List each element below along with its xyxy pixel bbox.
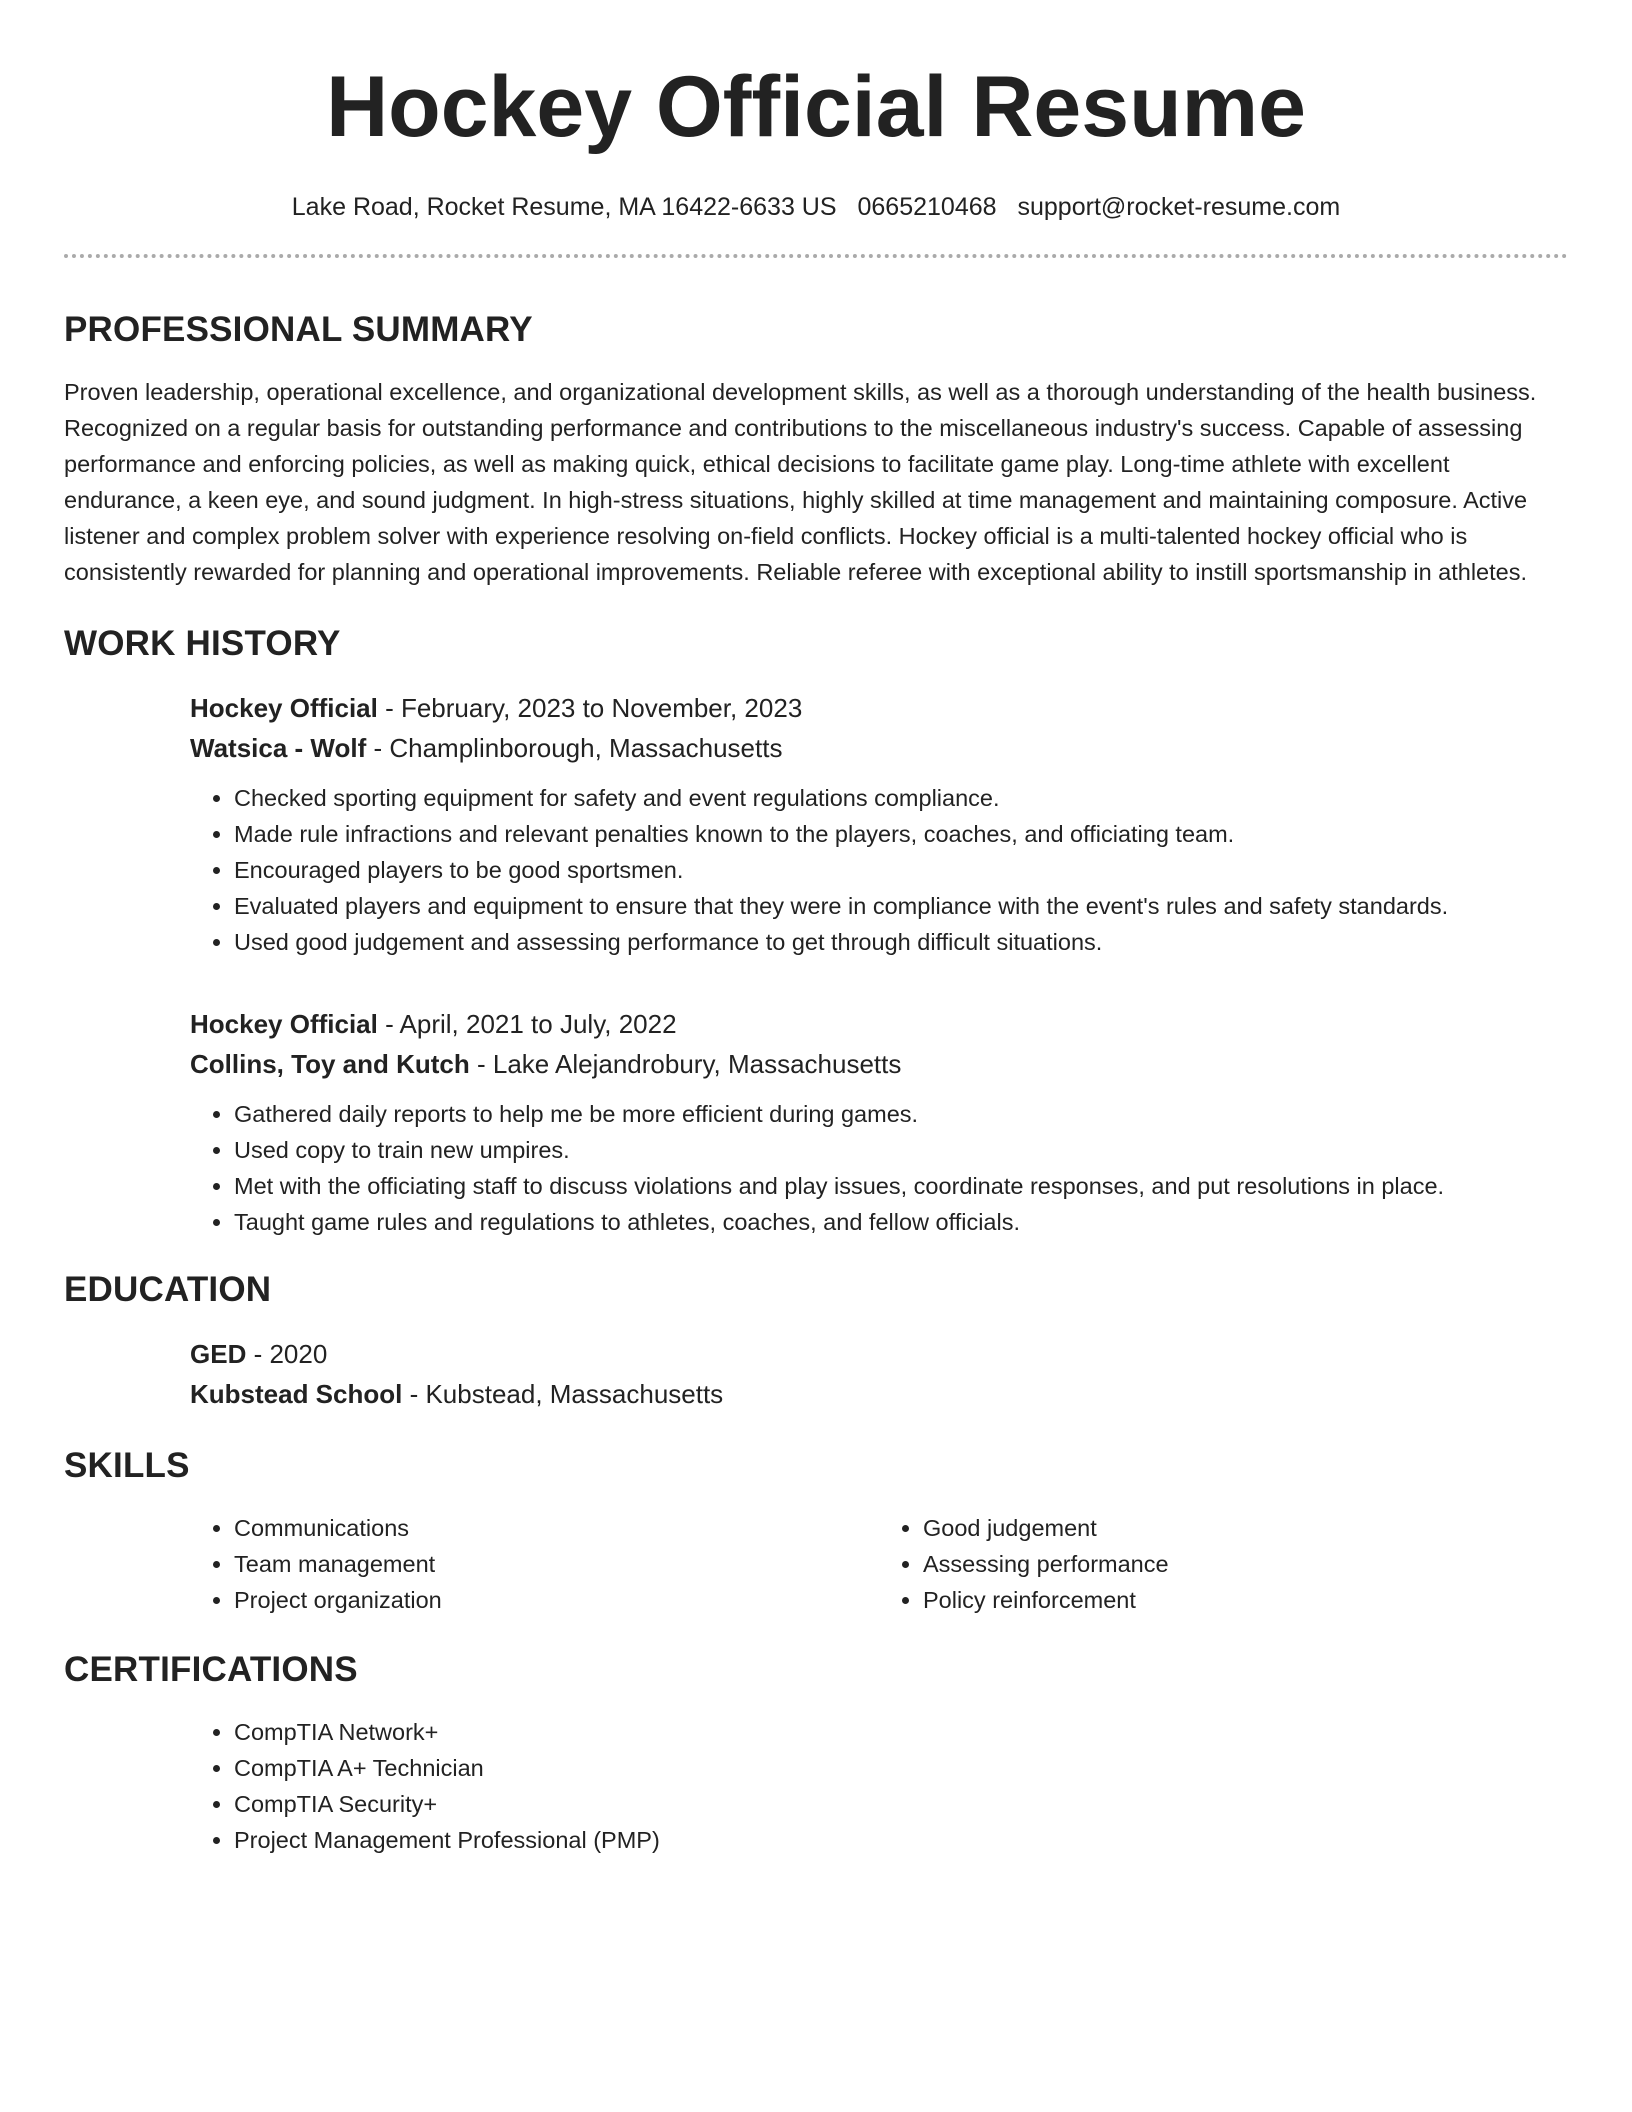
job-title-line (190, 688, 1568, 728)
job-company-line (190, 728, 1568, 768)
degree-year: - 2020 (246, 1339, 328, 1369)
school-name: Kubstead School (190, 1379, 403, 1409)
job-company: Collins, Toy and Kutch (190, 1049, 470, 1079)
job-location: - Champlinborough, Massachusetts (366, 733, 783, 763)
skills-grid (190, 1510, 1568, 1618)
list-item: • Taught game rules and regulations to athletes, coaches, and fellow officials. (234, 1204, 1568, 1240)
job-company: Watsica - Wolf (190, 733, 367, 763)
contact-email: support@rocket-resume.com (1017, 193, 1341, 221)
contact-address: Lake Road, Rocket Resume, MA 16422-6633 US (291, 193, 837, 221)
list-item: • Checked sporting equipment for safety and event regulations compliance. (234, 780, 1568, 816)
summary-text: Proven leadership, operational excellence, and organizational development skills, as well as a thorough understanding of the health business. Recognized on a regular basis for outstanding performance and contributions to the miscellaneous industry's success. Capable of assessing performance and enforcing policies, as well as making quick, ethical decisions to facilitate game play. Long-time athlete with excellent endurance, a keen eye, and sound judgment. In high-stress situations, highly skilled at time management and maintaining composure. Active listener and complex problem solver with experience resolving on-field conflicts. Hockey official is a multi-talented hockey official who is consistently rewarded for planning and operational improvements. Reliable referee with exceptional ability to instill sportsmanship in athletes. (64, 379, 1537, 585)
job-title: Hockey Official (190, 693, 378, 723)
list-item: • Project Management Professional (PMP) (234, 1822, 1568, 1858)
certifications-section (64, 1648, 1568, 1858)
job-entry (190, 1004, 1568, 1240)
job-dates: - April, 2021 to July, 2022 (377, 1009, 677, 1039)
list-item: • Gathered daily reports to help me be more efficient during games. (234, 1096, 1568, 1132)
education-entry (190, 1334, 1568, 1414)
skills-section (64, 1444, 1568, 1618)
education-heading: EDUCATION (64, 1270, 272, 1309)
list-item: • Project organization (234, 1582, 879, 1618)
skills-heading: SKILLS (64, 1446, 190, 1485)
certifications-list (190, 1714, 1568, 1858)
job-duties (190, 780, 1568, 960)
header-divider (64, 254, 1568, 258)
work-history-heading: WORK HISTORY (64, 624, 341, 663)
list-item: • Good judgement (923, 1510, 1568, 1546)
work-history-section (64, 622, 1568, 1240)
list-item: • Assessing performance (923, 1546, 1568, 1582)
degree-line (190, 1334, 1568, 1374)
list-item: • Evaluated players and equipment to ensure that they were in compliance with the event's rules and safety standards. (234, 888, 1568, 924)
skills-column-1 (190, 1510, 879, 1618)
list-item: • Used good judgement and assessing performance to get through difficult situations. (234, 924, 1568, 960)
list-item: • Team management (234, 1546, 879, 1582)
contact-line (64, 190, 1568, 224)
school-line (190, 1374, 1568, 1414)
degree: GED (190, 1339, 247, 1369)
list-item: • Communications (234, 1510, 879, 1546)
list-item: • Made rule infractions and relevant penalties known to the players, coaches, and officiating team. (234, 816, 1568, 852)
job-location: - Lake Alejandrobury, Massachusetts (469, 1049, 902, 1079)
job-company-line (190, 1044, 1568, 1084)
job-duties (190, 1096, 1568, 1240)
job-title: Hockey Official (190, 1009, 378, 1039)
resume-title: Hockey Official Resume (326, 59, 1306, 155)
summary-heading: PROFESSIONAL SUMMARY (64, 310, 533, 349)
school-location: - Kubstead, Massachusetts (402, 1379, 724, 1409)
job-entry (190, 688, 1568, 960)
list-item: • Policy reinforcement (923, 1582, 1568, 1618)
job-title-line (190, 1004, 1568, 1044)
list-item: • Used copy to train new umpires. (234, 1132, 1568, 1168)
list-item: • CompTIA A+ Technician (234, 1750, 1568, 1786)
contact-phone: 0665210468 (857, 193, 997, 221)
list-item: • Encouraged players to be good sportsmen. (234, 852, 1568, 888)
list-item: • CompTIA Network+ (234, 1714, 1568, 1750)
list-item: • Met with the officiating staff to discuss violations and play issues, coordinate responses, and put resolutions in place. (234, 1168, 1568, 1204)
list-item: • CompTIA Security+ (234, 1786, 1568, 1822)
education-section (64, 1268, 1568, 1414)
certifications-heading: CERTIFICATIONS (64, 1650, 358, 1689)
summary-section (64, 308, 1568, 590)
job-dates: - February, 2023 to November, 2023 (377, 693, 803, 723)
skills-column-2 (879, 1510, 1568, 1618)
